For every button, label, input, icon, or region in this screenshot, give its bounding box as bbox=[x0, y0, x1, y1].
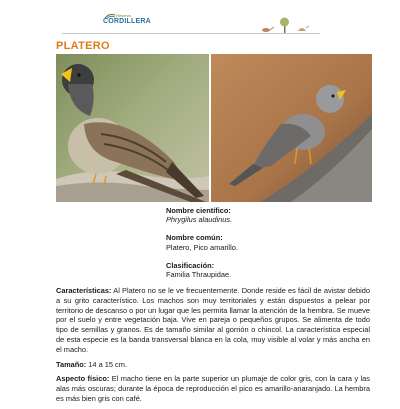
logo-small-text: Reserva bbox=[116, 13, 131, 18]
classification-label: Clasificación: bbox=[166, 260, 215, 270]
common-name-value: Platero, Pico amarillo. bbox=[166, 242, 238, 252]
logo-big-text: CORDILLERA bbox=[103, 18, 151, 25]
scientific-name-label: Nombre científico: bbox=[166, 206, 231, 215]
page-header bbox=[0, 0, 400, 40]
aspecto-paragraph bbox=[56, 374, 370, 403]
cordillera-logo bbox=[103, 13, 151, 33]
photo-male-bird bbox=[56, 54, 209, 202]
wildlife-decoration-icon bbox=[258, 14, 316, 34]
scientific-name-value: Phrygilus alaudinus. bbox=[166, 215, 233, 225]
caracteristicas-label: Características: bbox=[56, 286, 112, 295]
description-body bbox=[56, 286, 370, 409]
caracteristicas-text: Al Platero no se le ve frecuentemente. Donde reside es fácil de avistar debido a su grito característico. Los machos son muy territoriales y están dispuestos a pelear por territorio de descanso o por un lugar que les permita llamar la atención de la hembra. Se mueve por el suelo y entre vegetación baja. Vive en pareja o pequeños grupos. Se alimenta de todo tipo de semillas y granos. Es de tamaño similar al gorrión o chincol. La característica especial de esta especie es la banda transversal blanca en la cola, muy visible al volar y más ancha en el macho. bbox=[56, 286, 370, 354]
aspecto-text: El macho tiene en la parte superior un plumaje de color gris, con la cara y las alas más oscuras; durante la época de reproducción el pico es amarillo-anaranjado. La hembra es más bien gris con café. bbox=[56, 374, 370, 403]
aspecto-label: Aspecto físico: bbox=[56, 374, 110, 384]
tamano-text: 14 a 15 cm. bbox=[86, 359, 127, 369]
species-info bbox=[166, 206, 366, 279]
tamano-label: Tamaño: bbox=[56, 359, 87, 369]
caracteristicas-paragraph bbox=[56, 286, 370, 355]
tamano-paragraph bbox=[56, 360, 370, 370]
header-rule bbox=[62, 33, 320, 34]
classification-value: Familia Thraupidae. bbox=[166, 270, 232, 280]
photo-female-bird bbox=[211, 54, 372, 202]
common-name-label: Nombre común: bbox=[166, 233, 223, 243]
page-title: PLATERO bbox=[56, 40, 110, 52]
